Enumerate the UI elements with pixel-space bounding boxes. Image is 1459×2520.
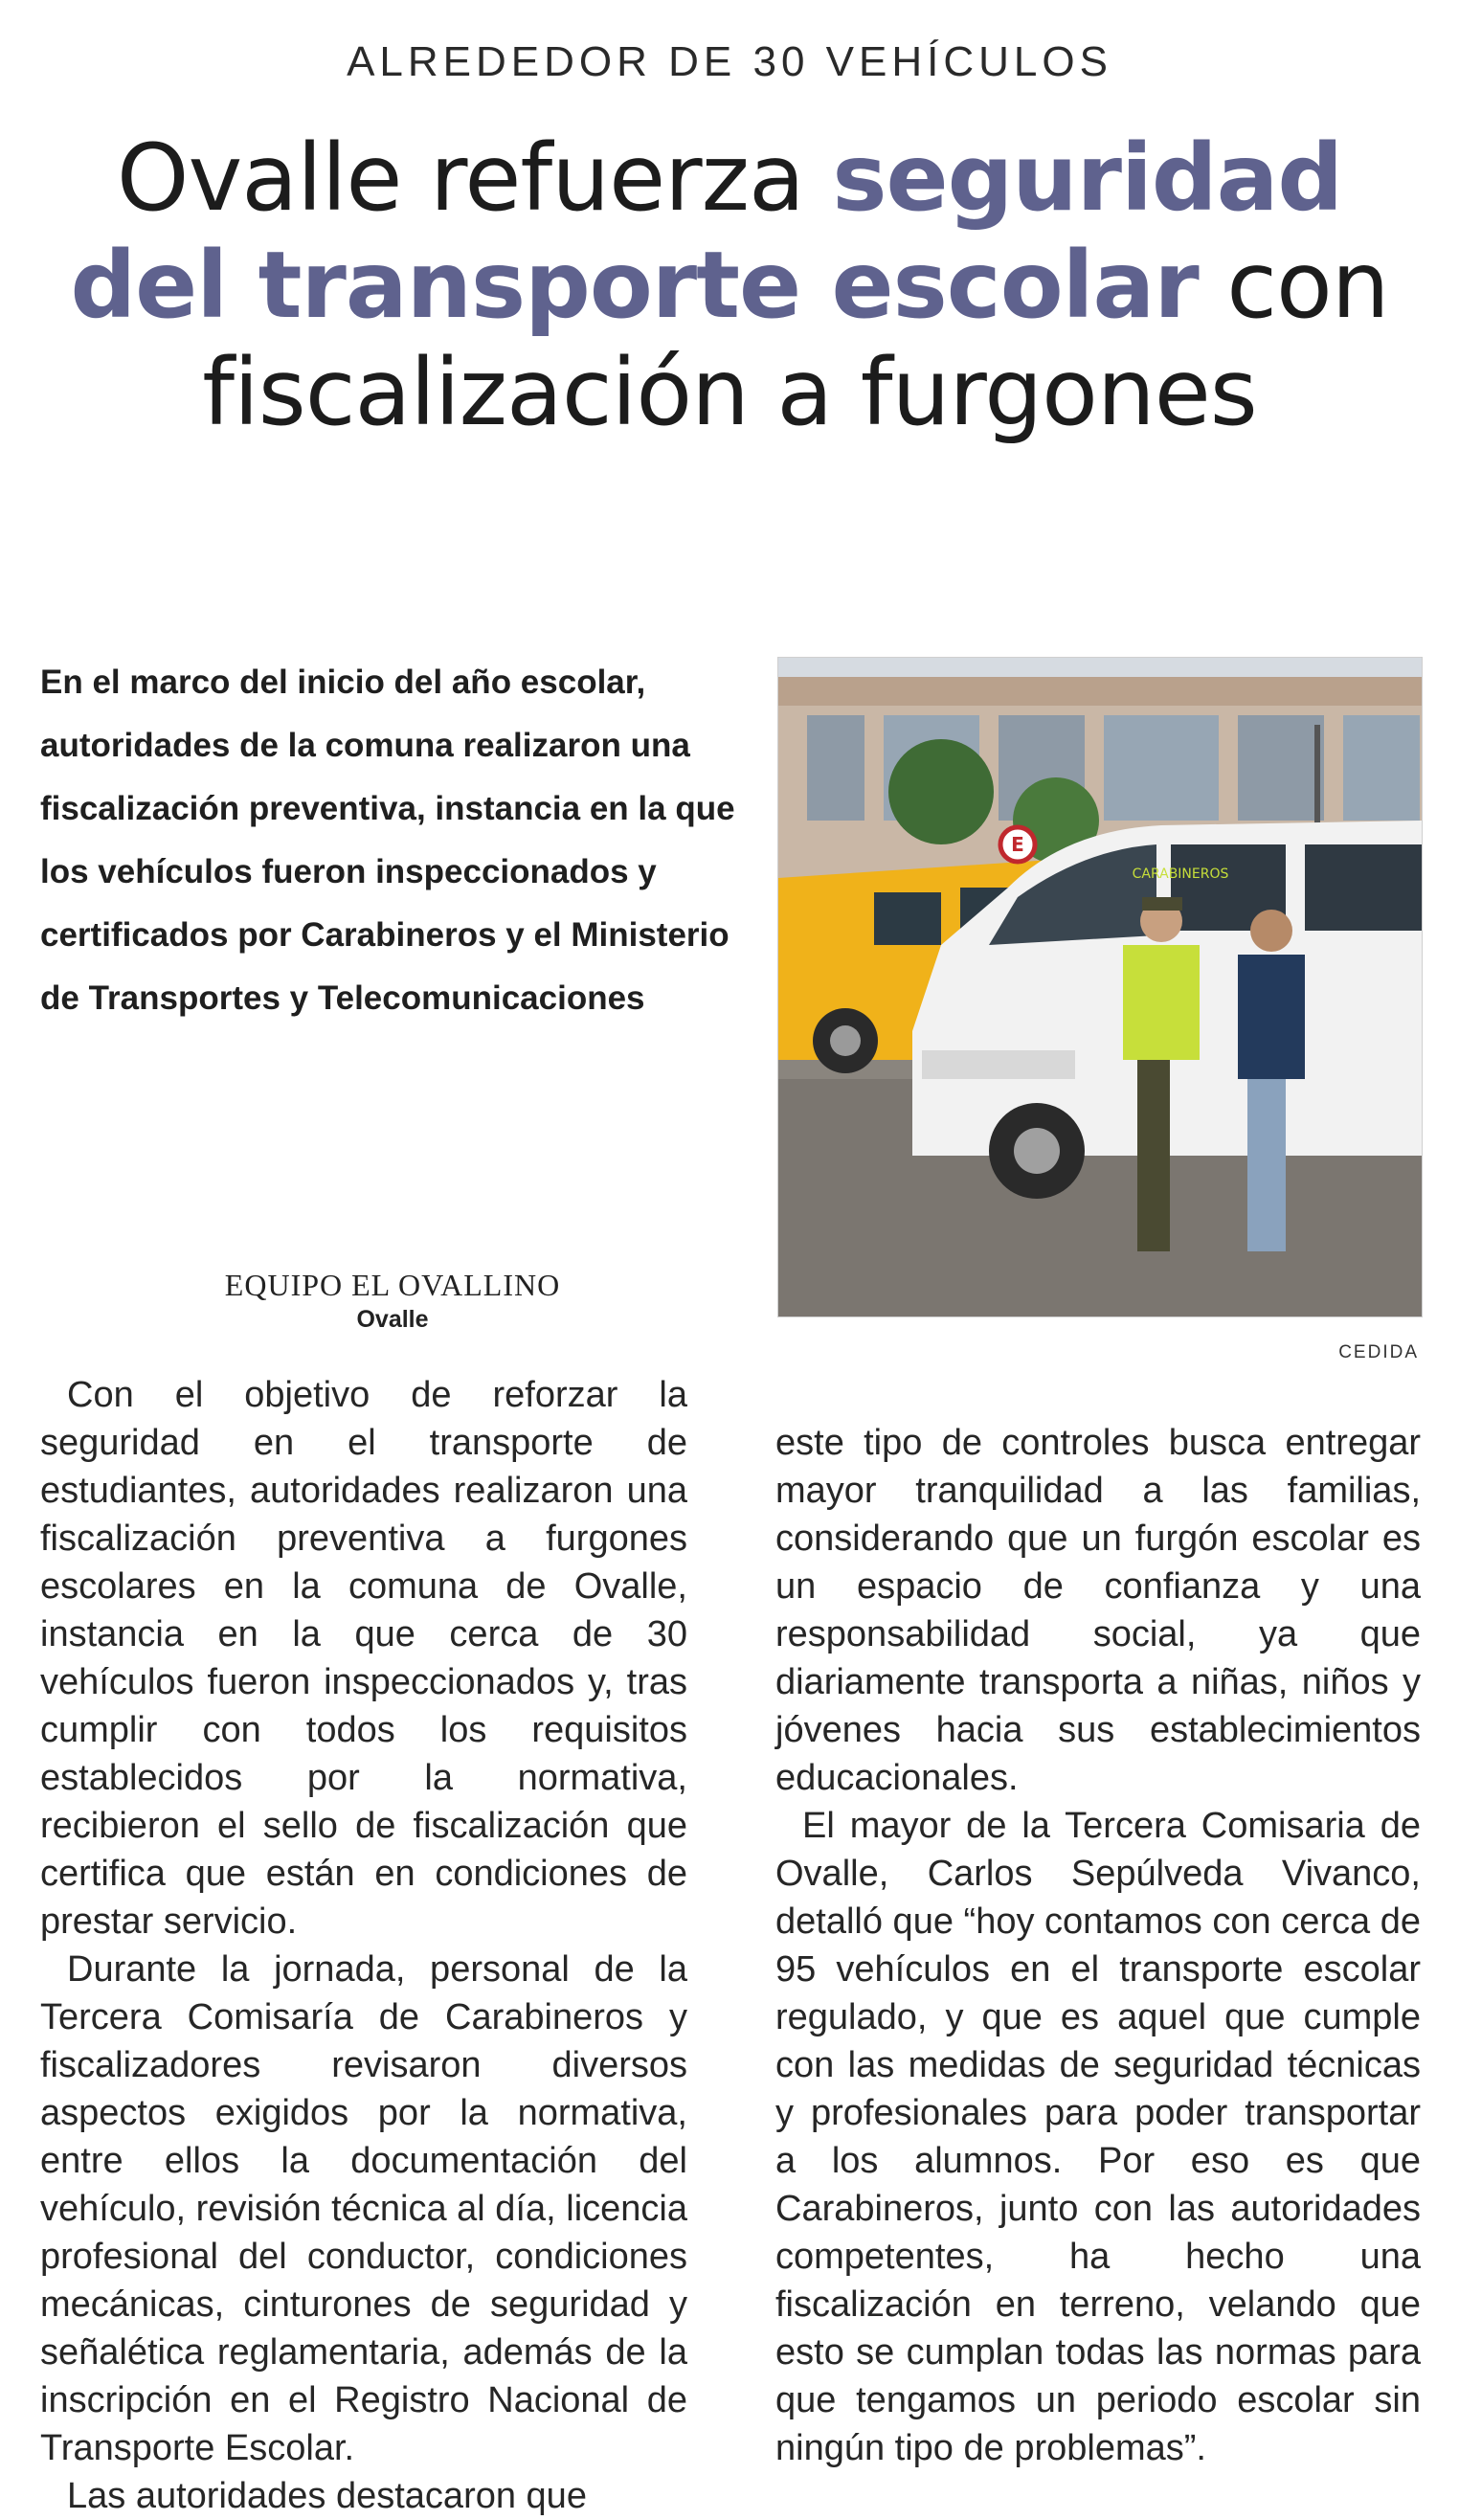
byline [38, 1266, 747, 1335]
headline-part-2: con fiscalización a furgones [202, 232, 1389, 446]
headline-part-1: Ovalle refuerza [116, 124, 833, 232]
svg-text:E: E [1011, 833, 1024, 856]
kicker: ALREDEDOR DE 30 VEHÍCULOS [347, 38, 1112, 85]
byline-city: Ovalle [356, 1306, 429, 1333]
body-paragraph-3: Las autoridades destacaron que [67, 2476, 587, 2516]
headline-accent: seguridad del transporte escolar [70, 124, 1343, 339]
body-column-2 [775, 1419, 1421, 2472]
body-paragraph-4: El mayor de la Tercera Comisaria de Ovalle, Carlos Sepúlveda Vivanco, detalló que “hoy contamos con cerca de 95 vehículos en el transporte escolar regulado, y que es aquel que cumple con las medidas de seguridad técnicas y profesionales para poder transportar a los alumnos. Por eso es que Carabineros, junto con las autoridades competentes, ha hecho una fiscalización en terreno, velando que esto se cumplan todas las normas para que tengamos un periodo escolar sin ningún tipo de problemas”. [775, 1806, 1421, 2468]
body-paragraph-1: Con el objetivo de reforzar la seguridad en el transporte de estudiantes, autoridades realizaron una fiscalización preventiva a furgones escolares en la comuna de Ovalle, instancia en la que cerca de 30 vehículos fueron inspeccionados y, tras cumplir con todos los requisitos establecidos por la normativa, recibieron el sello de fiscalización que certifica que están en condiciones de prestar servicio. [40, 1375, 687, 1942]
photo-illustration [778, 658, 1422, 1316]
byline-team: EQUIPO EL OVALLINO [224, 1268, 561, 1302]
lede: En el marco del inicio del año escolar, autoridades de la comuna realizaron una fiscalización preventiva, instancia en la que los vehículos fueron inspeccionados y certificados por Carabineros y el Ministerio de Transportes y Telecomunicaciones [40, 664, 735, 1017]
body-column-1 [40, 1371, 687, 2520]
body-paragraph-2: Durante la jornada, personal de la Tercera Comisaría de Carabineros y fiscalizadores revisaron diversos aspectos exigidos por la normativa, entre ellos la documentación del vehículo, revisión técnica al día, licencia profesional del conductor, condiciones mecánicas, cinturones de seguridad y señalética reglamentaria, además de la inscripción en el Registro Nacional de Transporte Escolar. [40, 1949, 687, 2468]
body-paragraph-3-continued: este tipo de controles busca entregar mayor tranquilidad a las familias, considerando que un furgón escolar es un espacio de confianza y una responsabilidad social, ya que diariamente transporta a niñas, niños y jóvenes hacia sus establecimientos educacionales. [775, 1423, 1421, 1798]
headline [48, 124, 1411, 446]
photo-sign-text: CARABINEROS [1132, 866, 1229, 882]
photo-credit: CEDIDA [1338, 1342, 1419, 1362]
article-photo [777, 657, 1423, 1317]
